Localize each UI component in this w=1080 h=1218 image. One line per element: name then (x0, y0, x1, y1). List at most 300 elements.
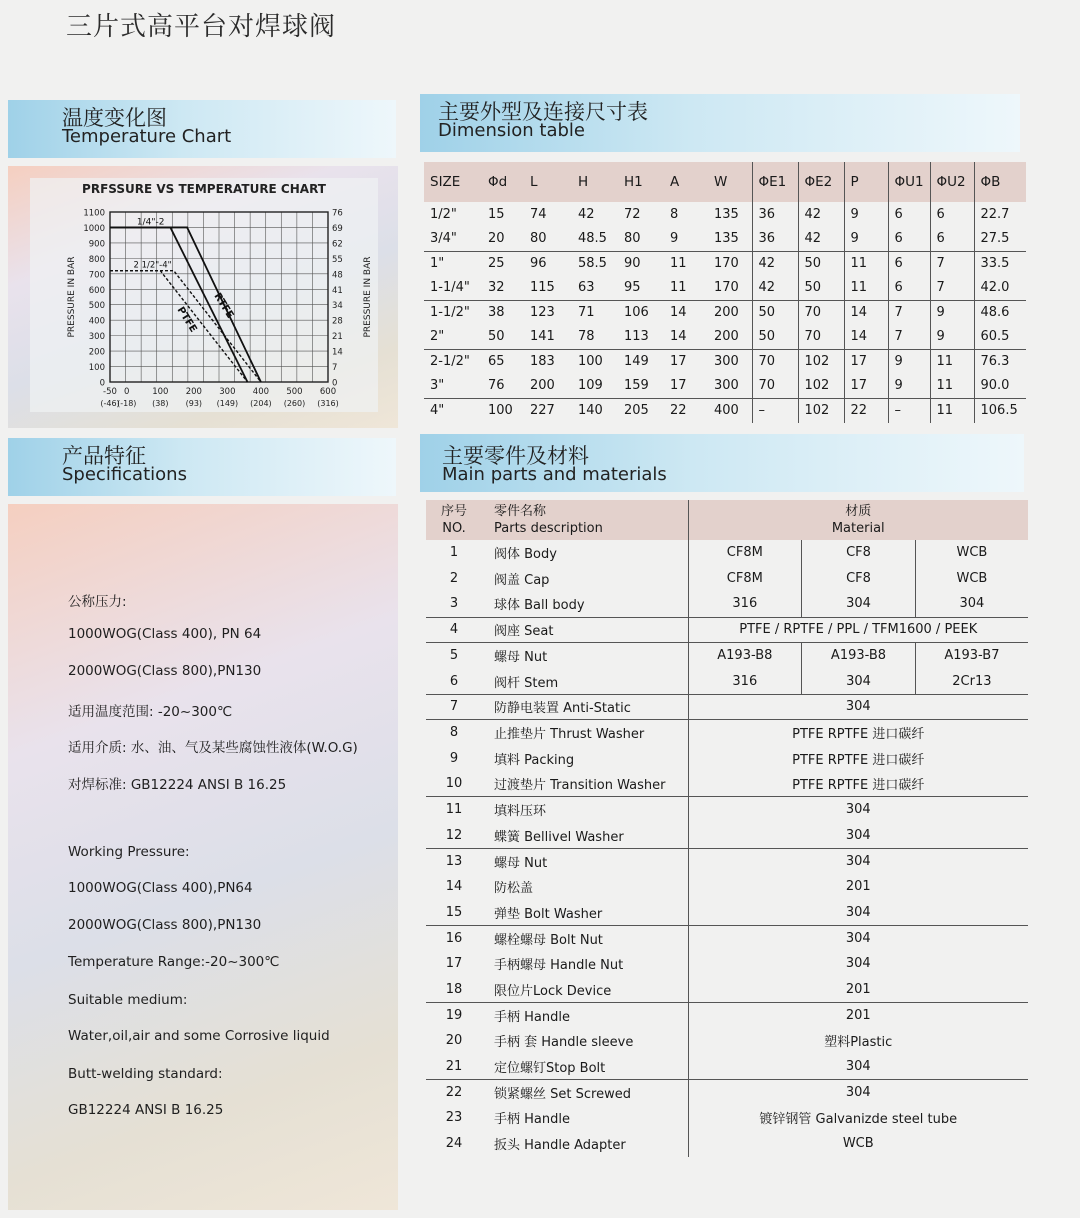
table-row (426, 1002, 1028, 1028)
parts-no-header (426, 500, 482, 540)
table-cell: 300 (708, 374, 752, 399)
x-tick-label: 100 (152, 387, 169, 397)
x-tick-label-celsius: (316) (317, 399, 339, 408)
y-tick-label-right: 76 (332, 208, 343, 219)
part-description: 过渡垫片 Transition Washer (482, 771, 688, 797)
table-cell: 149 (624, 354, 649, 369)
table-row (426, 617, 1028, 643)
table-cell: 74 (530, 206, 547, 222)
table-cell: 70 (798, 325, 844, 350)
part-description: 阀杆 Stem (482, 668, 688, 694)
y-tick-label: 700 (88, 270, 105, 281)
part-material: A193-B8 (802, 643, 916, 669)
table-cell: – (752, 398, 798, 423)
table-cell: 50 (752, 325, 798, 350)
y-tick-label: 300 (88, 332, 105, 343)
part-description: 螺母 Nut (494, 855, 548, 871)
table-cell: 141 (524, 325, 572, 350)
part-description: 扳头 Handle Adapter (494, 1138, 626, 1154)
y-tick-label-right: 55 (332, 254, 343, 265)
part-material: CF8 (802, 566, 916, 592)
table-cell: 11 (664, 276, 708, 301)
x-tick-label: 600 (319, 387, 337, 397)
spec-line: Working Pressure: (68, 844, 190, 860)
specifications-header (8, 438, 396, 496)
part-number: 22 (445, 1085, 463, 1101)
part-material: 304 (688, 694, 1028, 720)
table-cell: 42 (578, 206, 595, 222)
table-cell: 27.5 (974, 227, 1026, 252)
part-number: 8 (449, 725, 459, 741)
column-header: ΦE2 (798, 162, 844, 202)
table-cell: 109 (572, 374, 618, 399)
spec-line: Water,oil,air and some Corrosive liquid (68, 1028, 330, 1044)
table-cell: – (888, 398, 930, 423)
table-row (426, 694, 1028, 720)
dimension-table-body (424, 202, 1026, 423)
part-description: 止推垫片 Thrust Washer (494, 727, 645, 743)
part-number: 21 (426, 1054, 482, 1080)
table-cell: 1" (430, 256, 445, 271)
table-cell: 6 (888, 202, 930, 227)
part-material: 304 (688, 848, 1028, 874)
chart-title: PRFSSURE VS TEMPERATURE CHART (82, 182, 326, 196)
table-cell: 170 (714, 256, 739, 271)
specifications-title-en: Specifications (62, 464, 187, 485)
part-number: 4 (426, 617, 482, 643)
page-title: 三片式高平台对焊球阀 (66, 12, 337, 42)
table-cell: 227 (530, 403, 555, 418)
x-tick-label-celsius: (204) (250, 399, 272, 408)
column-header: ΦE1 (752, 162, 798, 202)
part-number: 1 (449, 545, 459, 561)
table-row (424, 276, 1026, 301)
y-tick-label-right: 69 (332, 223, 343, 234)
table-row (424, 227, 1026, 252)
table-cell: 135 (708, 227, 752, 252)
part-number: 12 (426, 823, 482, 849)
spec-line: 适用温度范围: -20~300℃ (68, 704, 233, 720)
table-cell: 183 (530, 354, 555, 369)
specifications-panel (8, 504, 398, 1210)
part-material: 304 (915, 591, 1028, 617)
part-material: 304 (688, 925, 1028, 951)
table-cell: 80 (618, 227, 664, 252)
y-tick-label: 0 (99, 378, 105, 389)
table-cell: 36 (752, 202, 798, 227)
spec-line: 2000WOG(Class 800),PN130 (68, 663, 262, 679)
spec-line: 2000WOG(Class 800),PN130 (68, 917, 262, 933)
part-description: 手柄 Handle (494, 1009, 570, 1025)
y-tick-label-right: 21 (332, 332, 343, 343)
table-row (424, 202, 1026, 227)
table-row (426, 925, 1028, 951)
table-cell: 115 (524, 276, 572, 301)
part-number: 13 (445, 853, 463, 869)
table-cell: 14 (664, 325, 708, 350)
y-tick-label-right: 48 (332, 270, 343, 281)
table-cell: 76.3 (974, 349, 1026, 374)
table-cell: 300 (714, 354, 739, 369)
table-cell: 7 (888, 325, 930, 350)
table-row (426, 1131, 1028, 1157)
dimension-table (424, 162, 1026, 423)
temperature-chart-panel (8, 166, 398, 428)
table-cell: 20 (482, 227, 524, 252)
table-row (424, 398, 1026, 423)
table-cell: 95 (618, 276, 664, 301)
table-row (426, 720, 1028, 746)
table-row (426, 566, 1028, 592)
table-row (426, 1079, 1028, 1105)
part-number: 3 (426, 591, 482, 617)
y-tick-label: 800 (88, 254, 105, 265)
table-row (426, 900, 1028, 926)
y-tick-label: 900 (88, 239, 105, 250)
table-cell: 50 (752, 300, 798, 325)
x-tick-label-celsius: (93) (185, 399, 203, 408)
part-number: 24 (445, 1136, 463, 1152)
table-cell: 50 (798, 276, 844, 301)
table-cell: 15 (488, 206, 505, 222)
parts-no-header-en: NO. (442, 521, 466, 536)
x-tick-label-celsius: (-18) (117, 399, 137, 408)
table-cell: 58.5 (578, 256, 607, 271)
table-cell: 1-1/4" (424, 276, 482, 301)
table-cell: 200 (524, 374, 572, 399)
part-material: CF8M (688, 566, 802, 592)
table-row (426, 848, 1028, 874)
part-material: 201 (688, 977, 1028, 1003)
specifications-title-zh: 产品特征 (62, 444, 146, 468)
parts-table (426, 500, 1028, 1157)
table-cell: 9 (664, 227, 708, 252)
table-cell: 200 (708, 325, 752, 350)
table-row (426, 643, 1028, 669)
parts-desc-header-zh: 零件名称 (494, 504, 547, 519)
spec-line: Butt-welding standard: (68, 1066, 223, 1082)
table-cell: 17 (844, 374, 888, 399)
table-cell: 11 (670, 256, 687, 271)
part-material: 304 (688, 900, 1028, 926)
spec-line: GB12224 ANSI B 16.25 (68, 1102, 224, 1118)
table-row (424, 325, 1026, 350)
table-row (426, 951, 1028, 977)
table-cell: 90 (624, 256, 641, 271)
x-tick-label-celsius: (260) (283, 399, 306, 408)
parts-title-zh: 主要零件及材料 (442, 444, 589, 468)
part-number: 9 (449, 750, 459, 766)
table-cell: 11 (930, 374, 974, 399)
table-row (424, 374, 1026, 399)
column-header: P (844, 162, 888, 202)
table-cell: 72 (624, 206, 641, 222)
table-cell: 113 (618, 325, 664, 350)
x-tick-label: -50 (103, 387, 117, 397)
table-cell: 102 (798, 349, 844, 374)
parts-desc-header (482, 500, 688, 540)
spec-line: Temperature Range:-20~300℃ (68, 954, 280, 970)
y-tick-label: 600 (88, 285, 105, 296)
table-cell: 123 (530, 305, 555, 320)
part-description: 弹垫 Bolt Washer (482, 900, 688, 926)
spec-line: 1000WOG(Class 400), PN 64 (68, 626, 262, 642)
part-material: 304 (802, 668, 916, 694)
part-material: PTFE RPTFE 进口碳纤 (688, 720, 1028, 746)
dimension-table-header (420, 94, 1020, 152)
table-cell: 140 (578, 403, 603, 418)
part-number: 7 (426, 694, 482, 720)
series-label: RTFE (211, 291, 236, 321)
table-cell: 7 (930, 251, 974, 276)
part-description: 螺母 Nut (494, 650, 548, 666)
part-number: 17 (445, 956, 463, 972)
table-cell: 78 (572, 325, 618, 350)
table-cell: 11 (930, 349, 974, 374)
table-row (426, 823, 1028, 849)
table-cell: 6 (888, 227, 930, 252)
part-description: 限位片Lock Device (482, 977, 688, 1003)
table-row (426, 874, 1028, 900)
y-tick-label-right: 34 (332, 301, 343, 312)
table-cell: 7 (930, 276, 974, 301)
column-header: ΦU1 (888, 162, 930, 202)
part-material: 塑料Plastic (688, 1028, 1028, 1054)
x-tick-label-celsius: (149) (216, 399, 239, 408)
parts-table-header-row (426, 500, 1028, 540)
temperature-chart-title-en: Temperature Chart (62, 126, 232, 147)
part-description: 定位螺钉Stop Bolt (482, 1054, 688, 1080)
column-header: L (524, 162, 572, 202)
spec-line: 公称压力: (68, 594, 127, 610)
part-material: 304 (688, 951, 1028, 977)
part-number: 10 (426, 771, 482, 797)
table-cell: 71 (578, 305, 595, 320)
table-cell: 96 (530, 256, 547, 271)
spec-line: 适用介质: 水、油、气及某些腐蚀性液体(W.O.G) (68, 740, 358, 756)
x-tick-label: 400 (252, 387, 270, 397)
table-cell: 6 (888, 251, 930, 276)
temperature-chart-header (8, 100, 396, 158)
table-row (424, 349, 1026, 374)
part-description: 蝶簧 Bellivel Washer (482, 823, 688, 849)
table-cell: 48.6 (974, 300, 1026, 325)
table-cell: 42 (798, 227, 844, 252)
y-axis-label: PRESSURE IN BAR (67, 256, 77, 338)
parts-no-header-zh: 序号 (440, 504, 467, 519)
x-tick-label-celsius: (-46) (100, 399, 120, 408)
y-tick-label-right: 41 (332, 285, 343, 296)
column-header: ΦU2 (930, 162, 974, 202)
part-description: 球体 Ball body (482, 591, 688, 617)
parts-table-body (426, 540, 1028, 1157)
spec-line: Suitable medium: (68, 992, 188, 1008)
part-material: WCB (915, 566, 1028, 592)
parts-title-en: Main parts and materials (442, 464, 667, 485)
part-number: 11 (445, 802, 463, 818)
y-tick-label-right: 0 (332, 378, 338, 389)
table-cell: 22 (844, 398, 888, 423)
part-description: 手柄 套 Handle sleeve (494, 1035, 634, 1051)
dimension-table-title-zh: 主要外型及连接尺寸表 (438, 100, 648, 124)
table-cell: 100 (578, 354, 603, 369)
table-cell: 1/2" (430, 206, 457, 222)
spec-line: 1000WOG(Class 400),PN64 (68, 880, 253, 896)
temperature-chart-title-zh: 温度变化图 (62, 106, 167, 130)
table-row (426, 771, 1028, 797)
table-cell: 17 (670, 354, 687, 369)
parts-material-header-en: Material (831, 521, 885, 536)
part-material: 304 (688, 1054, 1028, 1080)
part-material: PTFE / RPTFE / PPL / TFM1600 / PEEK (688, 617, 1028, 643)
y-tick-label-right: 7 (332, 363, 338, 374)
table-cell: 2" (424, 325, 482, 350)
table-cell: 200 (714, 305, 739, 320)
part-description: 阀盖 Cap (494, 573, 550, 589)
pressure-temperature-chart (30, 178, 378, 412)
part-material: 304 (688, 1079, 1028, 1105)
table-cell: 100 (488, 403, 513, 418)
table-cell: 102 (798, 374, 844, 399)
table-cell: 3" (424, 374, 482, 399)
table-cell: 36 (752, 227, 798, 252)
table-cell: 7 (888, 300, 930, 325)
part-number: 20 (445, 1033, 463, 1049)
part-description: 阀体 Body (494, 547, 557, 563)
table-cell: 50 (798, 251, 844, 276)
x-tick-label: 500 (286, 387, 303, 397)
part-description: 防静电装置 Anti-Static (482, 694, 688, 720)
dimension-table-header-row (424, 162, 1026, 202)
table-cell: 11 (930, 398, 974, 423)
y-tick-label: 500 (88, 301, 105, 312)
table-cell: 17 (844, 349, 888, 374)
table-cell: 80 (524, 227, 572, 252)
y-tick-label: 400 (88, 316, 105, 327)
table-cell: 70 (798, 300, 844, 325)
table-cell: 1-1/2" (430, 305, 470, 320)
column-header: Φd (482, 162, 524, 202)
part-material: PTFE RPTFE 进口碳纤 (688, 771, 1028, 797)
table-cell: 14 (670, 305, 687, 320)
table-cell: 25 (488, 256, 505, 271)
table-cell: 32 (482, 276, 524, 301)
table-cell: 170 (708, 276, 752, 301)
table-cell: 22 (670, 403, 687, 418)
size-label: 1/4"-2 (136, 217, 165, 228)
table-cell: 102 (798, 398, 844, 423)
y-tick-label: 1100 (83, 208, 105, 219)
part-number: 23 (445, 1110, 463, 1126)
table-cell: 65 (488, 354, 505, 369)
table-cell: 48.5 (572, 227, 618, 252)
table-cell: 205 (624, 403, 649, 418)
table-cell: 42.0 (974, 276, 1026, 301)
column-header: H (572, 162, 618, 202)
part-material: 316 (688, 668, 802, 694)
part-material: 201 (688, 1002, 1028, 1028)
y-tick-label-right: 62 (332, 239, 343, 250)
dimension-table-title-en: Dimension table (438, 120, 585, 141)
table-cell: 9 (888, 349, 930, 374)
table-cell: 63 (572, 276, 618, 301)
table-cell: 8 (670, 206, 679, 222)
part-number: 5 (449, 648, 459, 664)
y-tick-label-right: 14 (332, 347, 343, 358)
x-tick-label: 0 (124, 387, 130, 397)
part-material: A193-B7 (915, 643, 1028, 669)
table-row (426, 1105, 1028, 1131)
part-material: A193-B8 (688, 643, 802, 669)
table-row (424, 300, 1026, 325)
part-number: 18 (426, 977, 482, 1003)
y-tick-label: 200 (88, 347, 105, 358)
table-row (426, 977, 1028, 1003)
table-cell: 6 (888, 276, 930, 301)
table-row (426, 1028, 1028, 1054)
x-tick-label: 200 (185, 387, 202, 397)
x-tick-label-celsius: (38) (152, 399, 169, 408)
chart-area (30, 178, 378, 412)
table-row (426, 1054, 1028, 1080)
size-label: 2 1/2"-4" (133, 260, 172, 271)
y-tick-label: 100 (88, 363, 105, 374)
table-cell: 60.5 (974, 325, 1026, 350)
part-description: 防松盖 (494, 881, 534, 897)
part-material: 304 (688, 823, 1028, 849)
series-line (110, 271, 248, 382)
part-description: 手柄 Handle (494, 1112, 570, 1128)
part-description: 锁紧螺丝 Set Screwed (494, 1087, 631, 1103)
part-material: CF8 (802, 540, 916, 566)
column-header: H1 (618, 162, 664, 202)
table-cell: 9 (888, 374, 930, 399)
y-tick-label: 1000 (83, 223, 105, 234)
spec-line: 对焊标准: GB12224 ANSI B 16.25 (68, 777, 287, 793)
table-cell: 3/4" (424, 227, 482, 252)
part-description: 填料压环 (494, 804, 547, 820)
part-description: 手柄螺母 Handle Nut (494, 958, 624, 974)
table-cell: 50 (482, 325, 524, 350)
series-label: PTFE (174, 305, 199, 335)
column-header: W (708, 162, 752, 202)
table-cell: 90.0 (974, 374, 1026, 399)
column-header: SIZE (424, 162, 482, 202)
table-cell: 38 (488, 305, 505, 320)
table-cell: 42 (752, 276, 798, 301)
table-row (426, 746, 1028, 772)
table-cell: 17 (664, 374, 708, 399)
x-tick-label: 300 (219, 387, 236, 397)
table-cell: 9 (930, 300, 974, 325)
table-cell: 9 (930, 325, 974, 350)
table-row (426, 668, 1028, 694)
part-material: CF8M (688, 540, 802, 566)
table-cell: 4" (430, 403, 445, 418)
table-cell: 6 (930, 227, 974, 252)
y-tick-label-right: 28 (332, 316, 343, 327)
parts-header (420, 434, 1024, 492)
table-cell: 106 (624, 305, 649, 320)
parts-material-header (688, 500, 1028, 540)
table-cell: 42 (798, 202, 844, 227)
table-cell: 70 (752, 349, 798, 374)
part-description: 填料 Packing (494, 752, 575, 768)
table-cell: 14 (844, 325, 888, 350)
table-cell: 70 (752, 374, 798, 399)
part-number: 2 (449, 571, 459, 587)
part-material: WCB (915, 540, 1028, 566)
